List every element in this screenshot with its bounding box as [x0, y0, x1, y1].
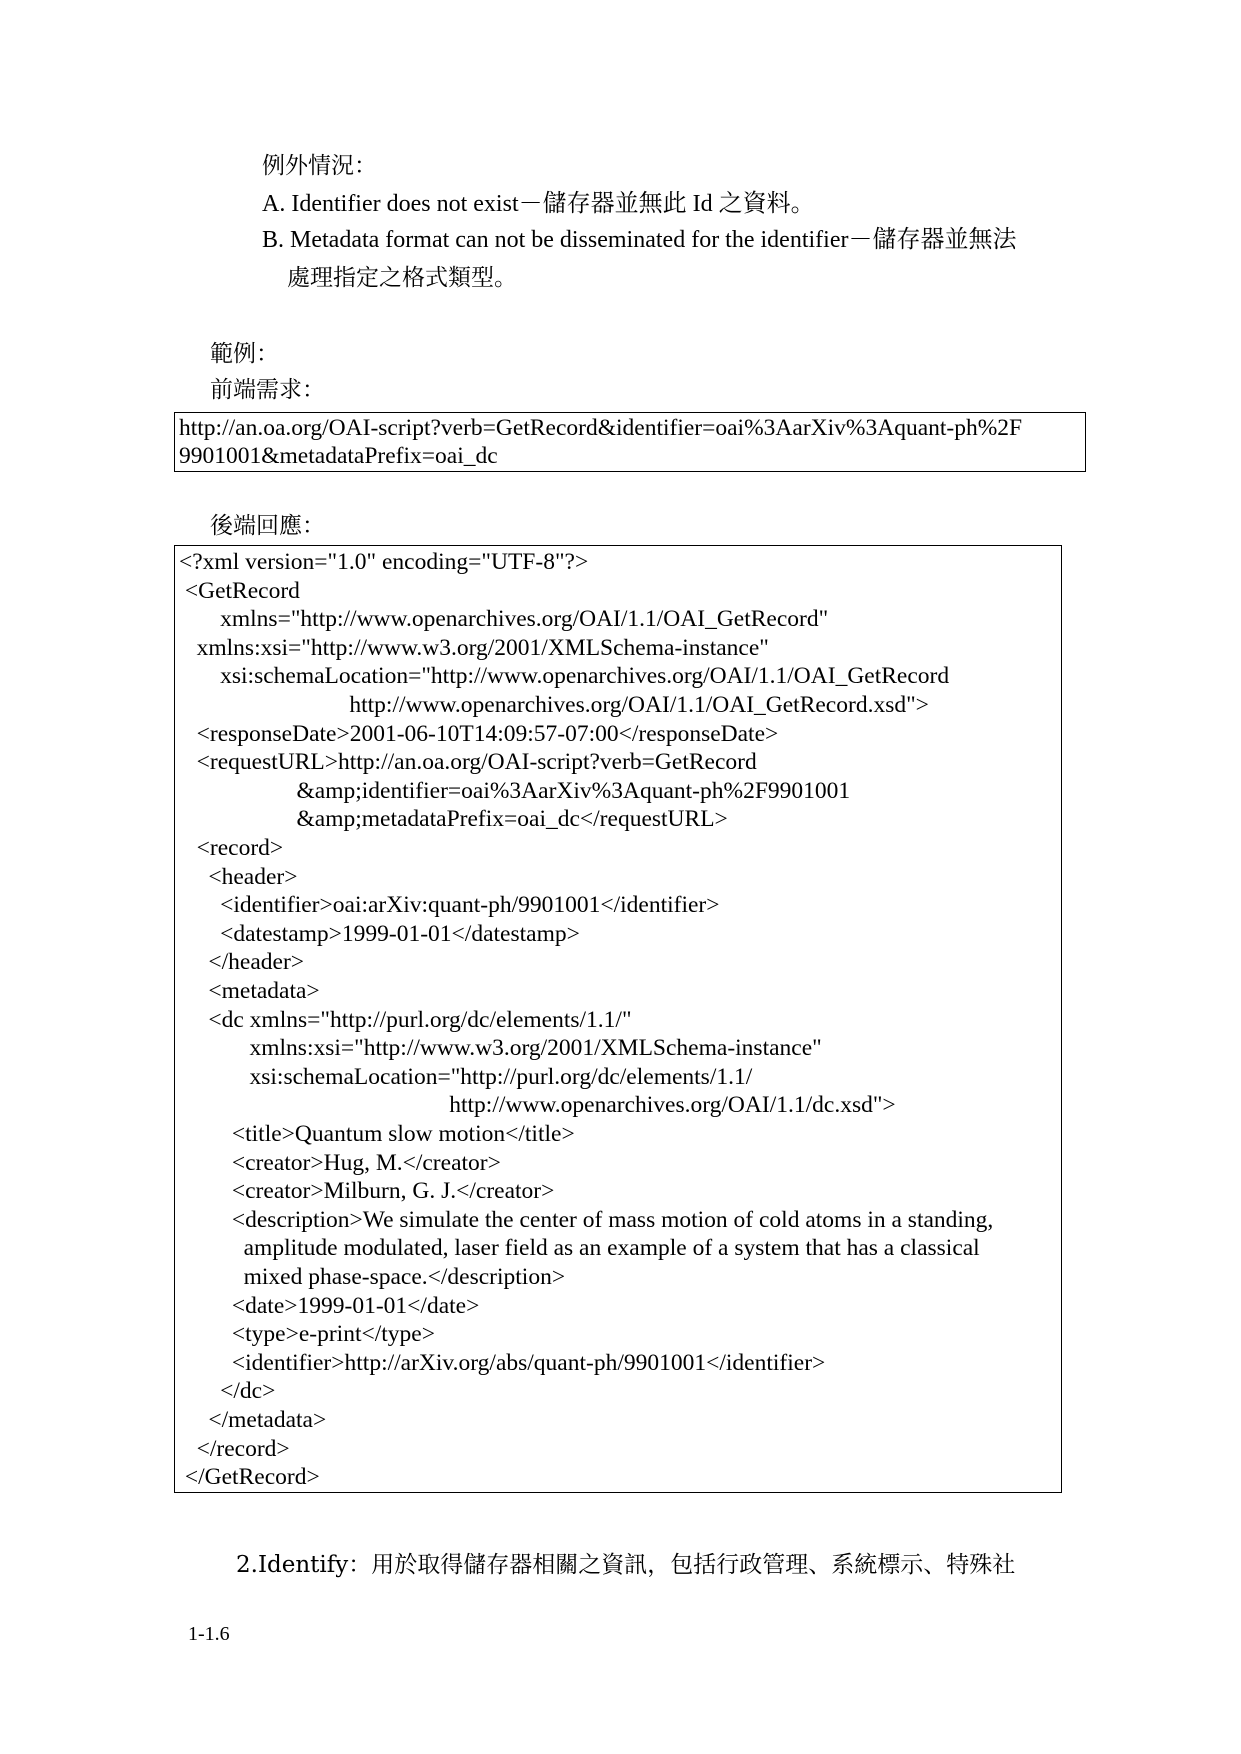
request-line: http://an.oa.org/OAI-script?verb=GetRecord&identifier=oai%3AarXiv%3Aquant-ph%2F [179, 415, 1023, 441]
response-line: <GetRecord [179, 577, 300, 604]
response-line: <datestamp>1999-01-01</datestamp> [179, 920, 580, 947]
response-line: xsi:schemaLocation="http://www.openarchives.org/OAI/1.1/OAI_GetRecord [179, 663, 950, 690]
response-line: </metadata> [179, 1407, 327, 1433]
exception-item-b-continued: 處理指定之格式類型。 [287, 265, 517, 291]
response-line: </header> [179, 949, 305, 976]
response-line: http://www.openarchives.org/OAI/1.1/OAI_GetRecord.xsd"> [179, 692, 929, 718]
response-line: &amp;metadataPrefix=oai_dc</requestURL> [179, 806, 728, 833]
request-heading: 前端需求： [210, 377, 325, 403]
response-line: &amp;identifier=oai%3AarXiv%3Aquant-ph%2F9901001 [179, 777, 851, 804]
response-line: </GetRecord> [179, 1464, 320, 1491]
response-line: <title>Quantum slow motion</title> [179, 1121, 575, 1147]
response-line: </record> [179, 1435, 290, 1462]
response-line: xmlns:xsi="http://www.w3.org/2001/XMLSchema-instance" [179, 634, 769, 661]
response-heading: 後端回應： [210, 513, 325, 539]
response-line: amplitude modulated, laser field as an example of a system that has a classical [179, 1235, 980, 1262]
response-line: <identifier>http://arXiv.org/abs/quant-ph/9901001</identifier> [179, 1349, 826, 1376]
response-line: <identifier>oai:arXiv:quant-ph/9901001</identifier> [179, 892, 720, 919]
response-line: <date>1999-01-01</date> [179, 1292, 480, 1319]
response-line: <dc xmlns="http://purl.org/dc/elements/1.1/" [179, 1006, 632, 1033]
response-line: xmlns:xsi="http://www.w3.org/2001/XMLSchema-instance" [179, 1035, 822, 1062]
exception-item-b: B. Metadata format can not be disseminated for the identifier－儲存器並無法 [262, 227, 1017, 253]
response-line: xsi:schemaLocation="http://purl.org/dc/elements/1.1/ [179, 1063, 753, 1090]
response-line: <metadata> [179, 978, 320, 1004]
response-line: xmlns="http://www.openarchives.org/OAI/1.1/OAI_GetRecord" [179, 606, 829, 633]
response-line: </dc> [179, 1378, 276, 1405]
response-line: <creator>Hug, M.</creator> [179, 1149, 501, 1176]
response-line: <description>We simulate the center of mass motion of cold atoms in a standing, [179, 1206, 994, 1233]
response-box [174, 545, 1062, 1493]
response-line: mixed phase-space.</description> [179, 1264, 566, 1290]
response-line: <type>e-print</type> [179, 1321, 435, 1348]
response-line: <?xml version="1.0" encoding="UTF-8"?> [179, 549, 589, 575]
exception-item-a: A. Identifier does not exist－儲存器並無此 Id 之資料。 [262, 191, 815, 217]
request-line: 9901001&metadataPrefix=oai_dc [179, 443, 498, 469]
identify-paragraph: 2.Identify：用於取得儲存器相關之資訊，包括行政管理、系統標示、特殊社 [236, 1552, 1016, 1578]
response-line: <creator>Milburn, G. J.</creator> [179, 1178, 555, 1205]
response-line: <responseDate>2001-06-10T14:09:57-07:00</responseDate> [179, 720, 779, 747]
request-box [174, 412, 1086, 472]
exceptions-heading: 例外情況： [262, 153, 377, 179]
response-line: <header> [179, 863, 298, 890]
response-line: http://www.openarchives.org/OAI/1.1/dc.xsd"> [179, 1092, 896, 1119]
example-heading: 範例： [210, 341, 279, 367]
response-line: <requestURL>http://an.oa.org/OAI-script?verb=GetRecord [179, 749, 757, 776]
response-line: <record> [179, 835, 284, 861]
page-number: 1-1.6 [188, 1623, 230, 1645]
